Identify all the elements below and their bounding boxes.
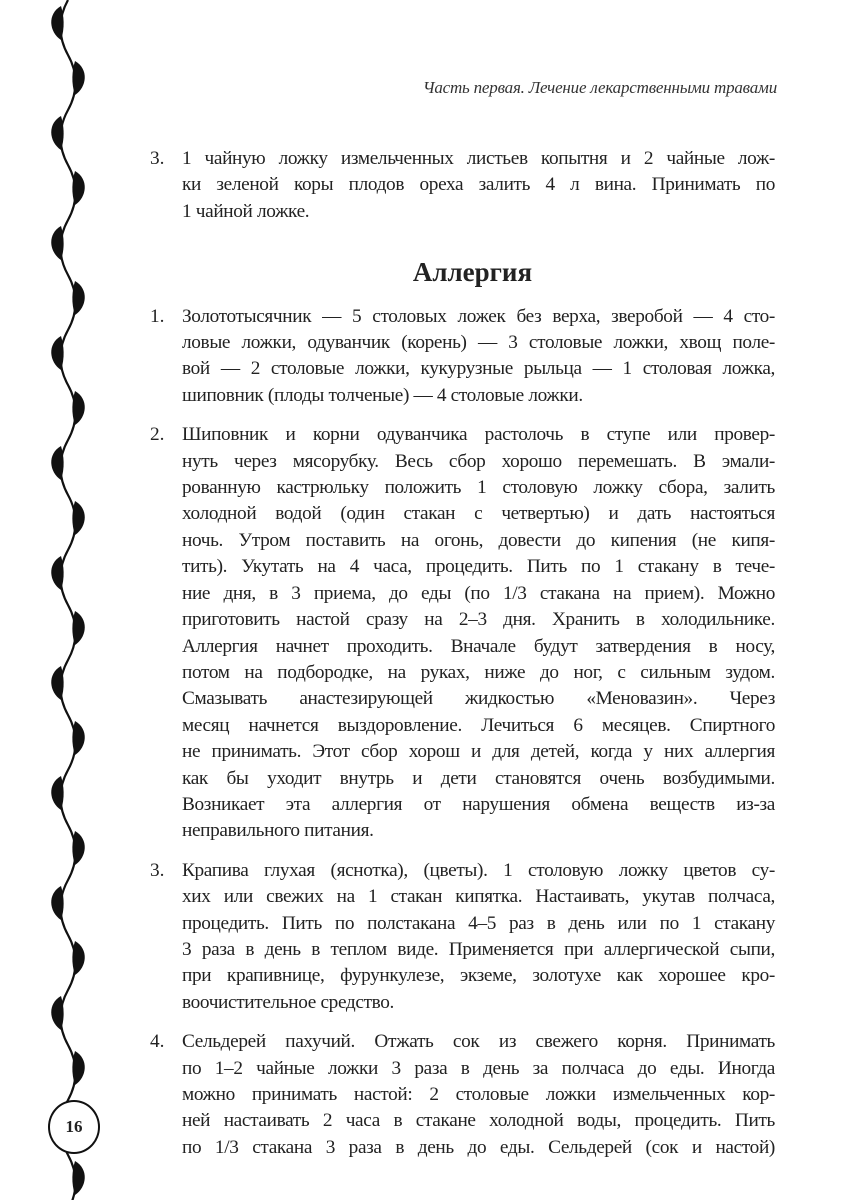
- text-line: Смазывать анастезирующей жидкостью «Меновазин». Через: [182, 688, 775, 710]
- leaf-icon: [72, 501, 84, 535]
- list-item: [150, 304, 775, 410]
- leaf-icon: [51, 116, 63, 150]
- text-line: ки зеленой коры плодов ореха залить 4 л вина. Принимать по: [182, 174, 775, 196]
- item-gap: [150, 409, 775, 422]
- text-line: при крапивнице, фурункулезе, экземе, золотухе как хорошее кро-: [182, 965, 775, 987]
- leaf-icon: [72, 281, 84, 315]
- vine-border-ornament: [0, 0, 120, 1200]
- leaf-icon: [51, 556, 63, 590]
- leaf-icon: [51, 6, 63, 40]
- leaf-icon: [51, 996, 63, 1030]
- leaf-icon: [72, 611, 84, 645]
- leaf-icon: [72, 721, 84, 755]
- item-number: 4.: [150, 1031, 165, 1053]
- text-line: воочистительное средство.: [182, 991, 395, 1013]
- text-line: Золототысячник — 5 столовых ложек без верха, зверобой — 4 сто-: [182, 305, 775, 327]
- leaf-icon: [51, 666, 63, 700]
- running-head: Часть первая. Лечение лекарственными травами: [422, 78, 777, 97]
- text-line: вой — 2 столовые ложки, кукурузные рыльца — 1 столовая ложка,: [182, 358, 775, 380]
- leaf-icon: [51, 886, 63, 920]
- item-number: 2.: [150, 424, 165, 446]
- text-line: как бы уходит внутрь и дети становятся очень возбудимыми.: [182, 767, 775, 789]
- text-line: 1 чайной ложке.: [182, 200, 310, 222]
- section-title: Аллергия: [412, 257, 533, 288]
- text-line: по 1–2 чайные ложки 3 раза в день за полчаса до еды. Иногда: [182, 1057, 775, 1079]
- page-number-badge: [48, 1100, 100, 1154]
- leaf-icon: [72, 1161, 84, 1195]
- text-line: ночь. Утром поставить на огонь, довести до кипения (не кипя-: [182, 529, 775, 551]
- text-line: неправильного питания.: [182, 820, 374, 842]
- text-line: тить). Укутать на 4 часа, процедить. Пить по 1 стакану в тече-: [182, 556, 775, 578]
- item-gap: [150, 1016, 775, 1029]
- text-line: рованную кастрюльку положить 1 столовую ложку сбора, залить: [182, 477, 775, 499]
- leaf-icon: [72, 941, 84, 975]
- text-line: процедить. Пить по полстакана 4–5 раз в день или по 1 стакану: [182, 912, 775, 934]
- text-line: 3 раза в день в теплом виде. Применяется при аллергической сыпи,: [182, 938, 775, 960]
- text-line: потом на подбородке, на руках, ниже до ног, с сильным зудом.: [182, 661, 775, 683]
- list-item: [150, 422, 775, 845]
- leaf-icon: [72, 1051, 84, 1085]
- leaf-icon: [51, 776, 63, 810]
- text-line: хих или свежих на 1 стакан кипятка. Настаивать, укутав полчаса,: [182, 886, 775, 908]
- text-line: холодной водой (один стакан с четвертью) и дать настояться: [182, 503, 775, 525]
- text-line: Шиповник и корни одуванчика растолочь в ступе или провер-: [182, 424, 775, 446]
- text-line: приготовить настой сразу на 2–3 дня. Хранить в холодильнике.: [182, 609, 775, 631]
- text-line: можно принимать настой: 2 столовые ложки измельченных кор-: [182, 1084, 775, 1105]
- leaf-icon: [51, 336, 63, 370]
- item-gap: [150, 845, 775, 858]
- text-line: месяц начнется выздоровление. Лечиться 6 месяцев. Спиртного: [182, 714, 775, 736]
- text-line: по 1/3 стакана 3 раза в день до еды. Сельдерей (сок и настой): [182, 1136, 775, 1158]
- text-line: ние дня, в 3 приема, до еды (по 1/3 стакана на прием). Можно: [182, 582, 775, 604]
- text-line: 1 чайную ложку измельченных листьев копытня и 2 чайные лож-: [182, 148, 775, 169]
- text-line: шиповник (плоды толченые) — 4 столовые ложки.: [182, 384, 583, 406]
- list-item: [150, 1029, 775, 1161]
- page-body: [150, 146, 775, 1161]
- item-number: 3.: [150, 859, 165, 881]
- numbered-list: [150, 304, 775, 1162]
- item-number: 1.: [150, 305, 165, 327]
- leaf-icon: [51, 226, 63, 260]
- text-line: не принимать. Этот сбор хорош и для детей, когда у них аллергия: [182, 741, 775, 763]
- leaf-icon: [72, 171, 84, 205]
- list-item: [150, 858, 775, 1016]
- text-line: Сельдерей пахучий. Отжать сок из свежего корня. Принимать: [182, 1031, 775, 1053]
- list-item-intro: [150, 146, 775, 225]
- text-line: Крапива глухая (яснотка), (цветы). 1 столовую ложку цветов су-: [182, 859, 775, 881]
- text-line: ловые ложки, одуванчик (корень) — 3 столовые ложки, хвощ поле-: [182, 332, 775, 354]
- leaf-icon: [72, 391, 84, 425]
- leaf-icon: [72, 831, 84, 865]
- item-number: 3.: [150, 148, 165, 169]
- page-number: 16: [65, 1117, 83, 1136]
- text-line: Возникает эта аллергия от нарушения обмена веществ из-за: [182, 793, 775, 815]
- leaf-icon: [72, 61, 84, 95]
- leaf-icon: [51, 446, 63, 480]
- text-line: Аллергия начнет проходить. Вначале будут затвердения в носу,: [182, 635, 775, 657]
- text-line: нуть через мясорубку. Весь сбор хорошо перемешать. В эмали-: [182, 450, 775, 472]
- text-line: ней настаивать 2 часа в стакане холодной воды, процедить. Пить: [182, 1110, 775, 1132]
